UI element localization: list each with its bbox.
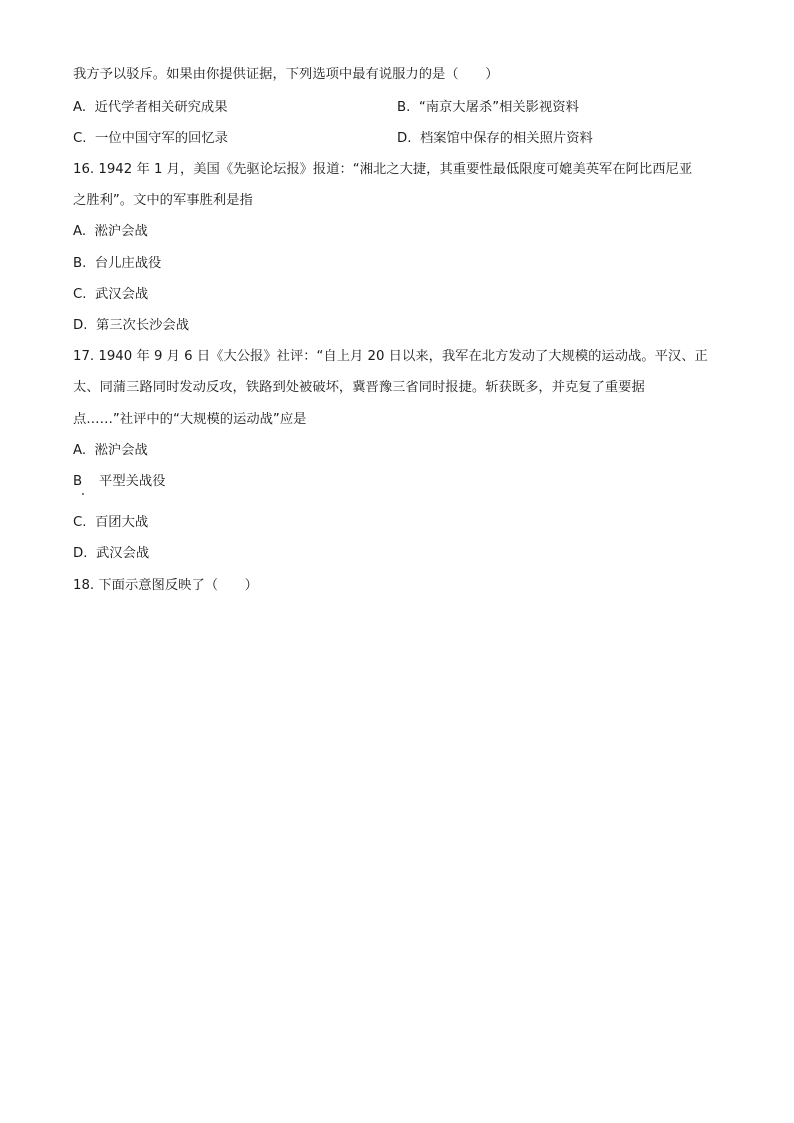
q15-option-d <box>397 131 593 147</box>
q17-option-c <box>73 515 148 531</box>
stray-dot <box>82 493 84 495</box>
option-letter: C. <box>73 515 87 530</box>
q16-option-d <box>73 318 189 334</box>
option-text: 武汉会战 <box>95 546 150 561</box>
option-text: 档案馆中保存的相关照片资料 <box>419 131 593 146</box>
option-text: 一位中国守军的回忆录 <box>94 131 228 146</box>
q16-stem-line-1: 16. 1942 年 1 月，美国《先驱论坛报》报道：“湘北之大捷，其重要性最低限度可媲美英军在阿比西尼亚 <box>73 162 693 177</box>
q15-option-b <box>397 100 579 116</box>
q17-option-b <box>73 474 166 490</box>
option-letter: A. <box>73 100 87 115</box>
option-letter: D. <box>73 546 88 561</box>
q15-stem: 我方予以驳斥。如果由你提供证据，下列选项中最有说服力的是（ ） <box>73 67 499 82</box>
q18-stem: 18. 下面示意图反映了（ ） <box>73 578 258 593</box>
option-text: “南京大屠杀”相关影视资料 <box>418 100 579 115</box>
option-letter: A. <box>73 443 87 458</box>
q17-option-a <box>73 443 148 459</box>
q16-stem-line-2: 之胜利”。文中的军事胜利是指 <box>73 193 253 208</box>
q17-stem-line-3: 点……”社评中的“大规模的运动战”应是 <box>73 412 307 427</box>
q15-option-a <box>73 100 228 116</box>
q16-option-a <box>73 224 148 240</box>
option-text: 淞沪会战 <box>94 224 148 239</box>
q15-option-c <box>73 131 228 147</box>
q16-option-c <box>73 287 148 303</box>
option-letter: A. <box>73 224 87 239</box>
q17-option-d <box>73 546 149 562</box>
option-letter: D. <box>397 131 412 146</box>
q17-stem-line-2: 太、同蒲三路同时发动反攻，铁路到处被破坏，冀晋豫三省同时报捷。斩获既多，并克复了重要据 <box>73 380 645 395</box>
q16-option-b <box>73 256 161 272</box>
option-letter: B. <box>73 256 87 271</box>
option-text: 武汉会战 <box>94 287 149 302</box>
option-text: 台儿庄战役 <box>94 256 162 271</box>
option-text: 第三次长沙会战 <box>95 318 190 333</box>
option-text: 淞沪会战 <box>94 443 148 458</box>
option-letter: B. <box>397 100 411 115</box>
option-letter: D. <box>73 318 88 333</box>
option-letter: C. <box>73 287 87 302</box>
option-letter: C. <box>73 131 87 146</box>
option-text: 近代学者相关研究成果 <box>94 100 228 115</box>
option-text: 平型关战役 <box>99 474 166 489</box>
option-text: 百团大战 <box>94 515 149 530</box>
option-letter: B <box>73 474 83 489</box>
q17-stem-line-1: 17. 1940 年 9 月 6 日《大公报》社评：“自上月 20 日以来，我军在北方发动了大规模的运动战。平汉、正 <box>73 349 708 364</box>
